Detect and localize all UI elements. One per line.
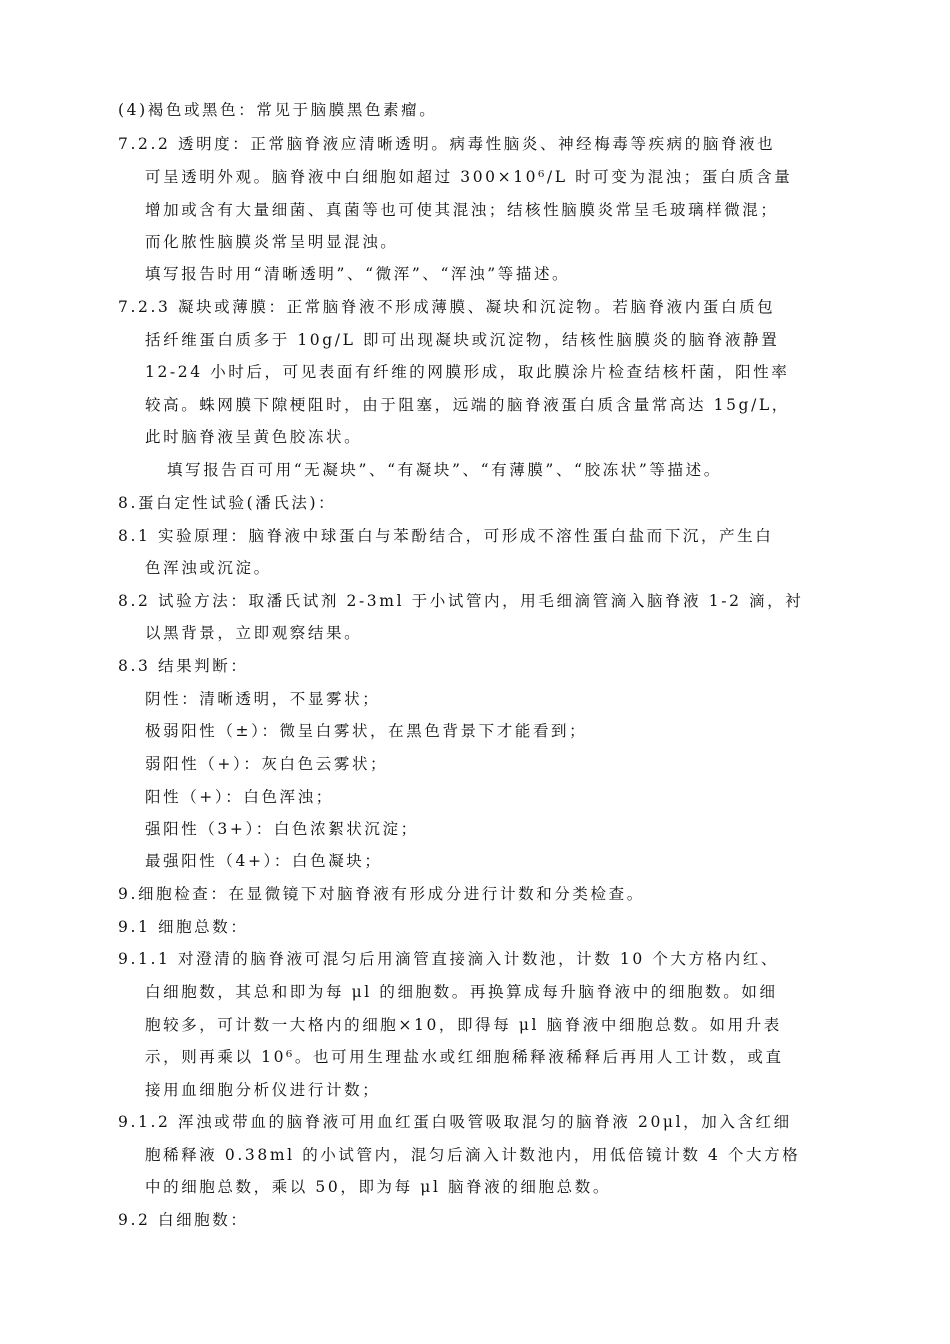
text-line: 9.1.2 浑浊或带血的脑脊液可用血红蛋白吸管吸取混匀的脑脊液 20μl，加入含红细	[118, 1113, 792, 1131]
text-line: 9.2 白细胞数：	[118, 1211, 249, 1229]
text-line: 极弱阳性（±）：微呈白雾状，在黑色背景下才能看到；	[145, 722, 588, 740]
text-line: 9.1 细胞总数：	[118, 918, 249, 936]
text-line: 9.1.1 对澄清的脑脊液可混匀后用滴管直接滴入计数池，计数 10 个大方格内红、	[118, 950, 780, 968]
text-line: 中的细胞总数，乘以 50，即为每 μl 脑脊液的细胞总数。	[145, 1178, 611, 1196]
text-line: 胞较多，可计数一大格内的细胞×10，即得每 μl 脑脊液中细胞总数。如用升表	[145, 1016, 782, 1034]
text-line: 白细胞数，其总和即为每 μl 的细胞数。再换算成每升脑脊液中的细胞数。如细	[145, 983, 778, 1001]
text-line: 可呈透明外观。脑脊液中白细胞如超过 300×10⁶/L 时可变为混浊；蛋白质含量	[145, 168, 793, 186]
text-line: 8.3 结果判断：	[118, 657, 249, 675]
text-line: 而化脓性脑膜炎常呈明显混浊。	[145, 233, 399, 251]
text-line: 此时脑脊液呈黄色胶冻状。	[145, 428, 363, 446]
text-line: (4)褐色或黑色：常见于脑膜黑色素瘤。	[118, 101, 438, 119]
text-line: 强阳性（3+）：白色浓絮状沉淀；	[145, 820, 419, 838]
text-line: 8.蛋白定性试验(潘氏法)：	[118, 494, 337, 512]
text-line: 8.2 试验方法：取潘氏试剂 2-3ml 于小试管内，用毛细滴管滴入脑脊液 1-2 滴，衬	[118, 592, 804, 610]
text-line: 胞稀释液 0.38ml 的小试管内，混匀后滴入计数池内，用低倍镜计数 4 个大方格	[145, 1146, 801, 1164]
text-line: 9.细胞检查：在显微镜下对脑脊液有形成分进行计数和分类检查。	[118, 885, 645, 903]
text-line: 弱阳性（+）：灰白色云雾状；	[145, 755, 389, 773]
text-line: 12-24 小时后，可见表面有纤维的网膜形成，取此膜涂片检查结核杆菌，阳性率	[145, 363, 790, 381]
text-line: 以黑背景，立即观察结果。	[145, 624, 363, 642]
text-line: 色浑浊或沉淀。	[145, 559, 272, 577]
text-line: 8.1 实验原理：脑脊液中球蛋白与苯酚结合，可形成不溶性蛋白盐而下沉，产生白	[118, 527, 774, 545]
text-line: 增加或含有大量细菌、真菌等也可使其混浊；结核性脑膜炎常呈毛玻璃样微混；	[145, 201, 779, 219]
text-line: 最强阳性（4+）：白色凝块；	[145, 852, 383, 870]
text-line: 括纤维蛋白质多于 10g/L 即可出现凝块或沉淀物，结核性脑膜炎的脑脊液静置	[145, 331, 780, 349]
text-line: 填写报告百可用“无凝块”、“有凝块”、“有薄膜”、“胶冻状”等描述。	[167, 461, 722, 479]
text-line: 较高。蛛网膜下隙梗阻时，由于阻塞，远端的脑脊液蛋白质含量常高达 15g/L，	[145, 396, 790, 414]
text-line: 阴性：清晰透明，不显雾状；	[145, 690, 381, 708]
text-line: 7.2.2 透明度：正常脑脊液应清晰透明。病毒性脑炎、神经梅毒等疾病的脑脊液也	[118, 135, 776, 153]
text-line: 7.2.3 凝块或薄膜：正常脑脊液不形成薄膜、凝块和沉淀物。若脑脊液内蛋白质包	[118, 298, 776, 316]
text-line: 阳性（+）：白色浑浊；	[145, 788, 334, 806]
text-line: 接用血细胞分析仪进行计数；	[145, 1081, 381, 1099]
text-line: 填写报告时用“清晰透明”、“微浑”、“浑浊”等描述。	[145, 265, 571, 283]
text-line: 示，则再乘以 10⁶。也可用生理盐水或红细胞稀释液稀释后再用人工计数，或直	[145, 1048, 784, 1066]
